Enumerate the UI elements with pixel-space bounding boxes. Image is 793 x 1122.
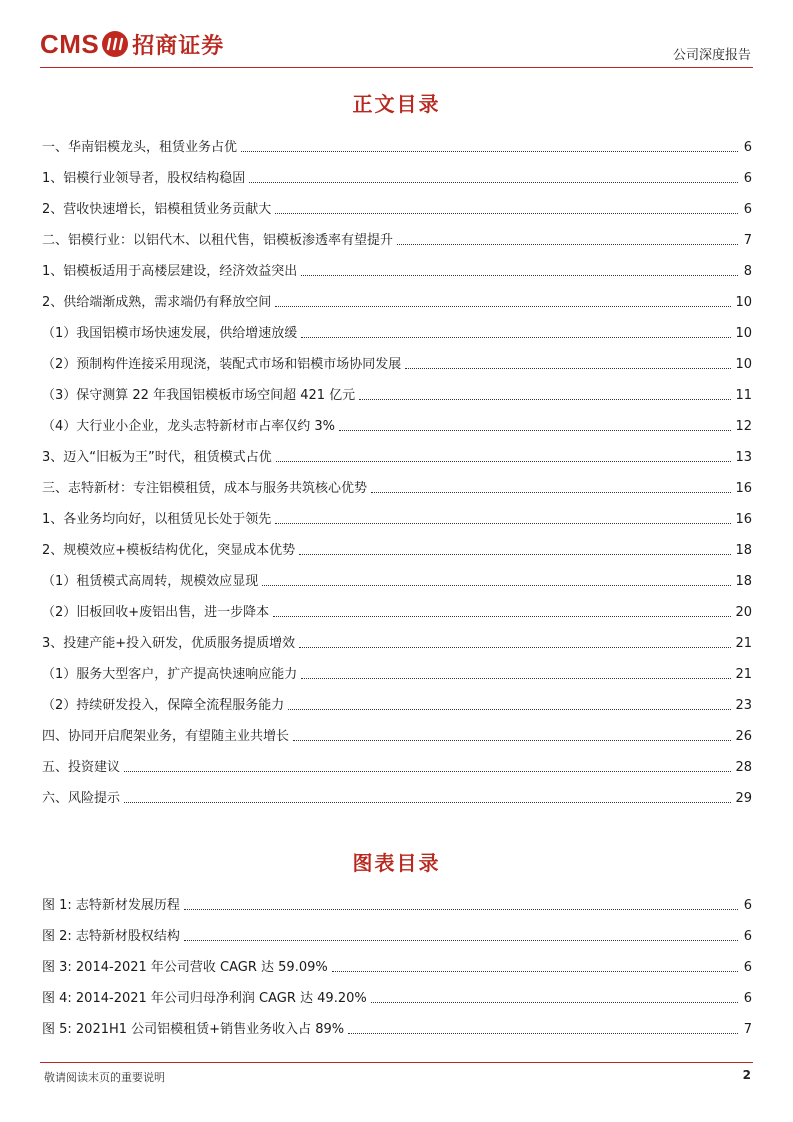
toc-entry-title[interactable]: 图 1: 志特新材发展历程 [42,898,180,913]
toc-main-list [42,127,752,809]
toc-entry-page[interactable]: 26 [735,729,752,744]
toc-entry-title[interactable]: 图 5: 2021H1 公司铝模租赁+销售业务收入占 89% [42,1022,345,1037]
toc-leader-dots [301,275,738,276]
toc-leader-dots [405,368,731,369]
page-number: 2 [742,1068,751,1082]
toc-entry-title[interactable]: 四、协同开启爬架业务，有望随主业共增长 [42,729,290,744]
toc-leader-dots [299,647,731,648]
toc-entry-page[interactable]: 6 [743,140,752,155]
toc-leader-dots [301,678,731,679]
toc-entry-title[interactable]: 3、迈入“旧板为王”时代，租赁模式占优 [42,450,272,465]
toc-leader-dots [184,909,738,910]
toc-leader-dots [301,337,731,338]
toc-main-title: 正文目录 [352,92,441,116]
toc-entry[interactable] [42,251,752,282]
toc-entry[interactable] [42,406,752,437]
toc-entry[interactable] [42,344,752,375]
toc-entry-title[interactable]: 1、各业务均向好，以租赁见长处于领先 [42,512,272,527]
toc-entry-page[interactable]: 6 [743,898,752,913]
figure-entry[interactable] [42,947,752,978]
toc-leader-dots [293,740,731,741]
figure-entry[interactable] [42,916,752,947]
toc-leader-dots [249,182,738,183]
toc-figures-list [42,885,752,1040]
toc-entry-title[interactable]: 三、志特新材：专注铝模租赁，成本与服务共筑核心优势 [42,481,368,496]
toc-leader-dots [275,523,731,524]
toc-entry-title[interactable]: 图 2: 志特新材股权结构 [42,929,180,944]
toc-entry-title[interactable]: （2）持续研发投入，保障全流程服务能力 [42,698,285,713]
toc-entry-page[interactable]: 16 [735,481,752,496]
toc-figures-title: 图表目录 [352,851,441,875]
toc-entry-page[interactable]: 6 [743,929,752,944]
toc-entry[interactable] [42,499,752,530]
toc-leader-dots [275,306,731,307]
toc-entry[interactable] [42,685,752,716]
toc-entry-page[interactable]: 6 [743,202,752,217]
toc-entry-title[interactable]: （1）租赁模式高周转，规模效应显现 [42,574,259,589]
toc-entry[interactable] [42,313,752,344]
toc-entry-page[interactable]: 18 [735,574,752,589]
page-header [0,0,793,70]
toc-leader-dots [359,399,731,400]
toc-entry[interactable] [42,127,752,158]
toc-leader-dots [262,585,731,586]
toc-leader-dots [273,616,731,617]
toc-entry[interactable] [42,716,752,747]
header-divider [40,67,753,68]
figure-entry[interactable] [42,978,752,1009]
toc-entry-title[interactable]: （2）旧板回收+废铝出售，进一步降本 [42,605,270,620]
toc-entry-title[interactable]: （4）大行业小企业，龙头志特新材市占率仅约 3% [42,419,336,434]
toc-entry-page[interactable]: 6 [743,960,752,975]
toc-entry-title[interactable]: （2）预制构件连接采用现浇，装配式市场和铝模市场协同发展 [42,357,402,372]
cms-logo [40,26,224,62]
toc-leader-dots [184,940,738,941]
toc-entry-page[interactable]: 29 [735,791,752,806]
toc-leader-dots [288,709,731,710]
toc-entry-title[interactable]: 图 4: 2014-2021 年公司归母净利润 CAGR 达 49.20% [42,991,367,1006]
toc-entry-page[interactable]: 21 [735,667,752,682]
toc-entry-title[interactable]: 2、营收快速增长，铝模租赁业务贡献大 [42,202,272,217]
footer-disclaimer-note: 敬请阅读末页的重要说明 [44,1071,165,1084]
toc-entry[interactable] [42,220,752,251]
toc-entry[interactable] [42,189,752,220]
toc-entry-page[interactable]: 12 [735,419,752,434]
toc-leader-dots [348,1033,738,1034]
toc-entry[interactable] [42,561,752,592]
logo-chinese-text: 招商证券 [132,32,225,59]
toc-leader-dots [371,492,731,493]
toc-entry-title[interactable]: 2、规模效应+模板结构优化，突显成本优势 [42,543,296,558]
toc-entry-page[interactable]: 13 [735,450,752,465]
toc-leader-dots [371,1002,738,1003]
toc-entry[interactable] [42,468,752,499]
toc-leader-dots [299,554,731,555]
toc-entry-title[interactable]: （3）保守测算 22 年我国铝模板市场空间超 421 亿元 [42,388,356,403]
toc-entry-title[interactable]: 2、供给端渐成熟，需求端仍有释放空间 [42,295,272,310]
toc-entry-page[interactable]: 10 [735,326,752,341]
toc-entry-page[interactable]: 6 [743,171,752,186]
figure-entry[interactable] [42,885,752,916]
toc-entry-title[interactable]: 1、铝模行业领导者，股权结构稳固 [42,171,246,186]
toc-entry-title[interactable]: 3、投建产能+投入研发，优质服务提质增效 [42,636,296,651]
toc-entry-page[interactable]: 7 [743,1022,752,1037]
toc-leader-dots [339,430,731,431]
toc-entry[interactable] [42,778,752,809]
toc-entry-page[interactable]: 10 [735,295,752,310]
toc-entry[interactable] [42,437,752,468]
toc-leader-dots [241,151,738,152]
toc-entry[interactable] [42,623,752,654]
toc-entry-title[interactable]: 图 3: 2014-2021 年公司营收 CAGR 达 59.09% [42,960,328,975]
toc-entry-page[interactable]: 11 [735,388,752,403]
toc-entry-page[interactable]: 18 [735,543,752,558]
toc-entry-title[interactable]: 五、投资建议 [42,760,121,775]
toc-leader-dots [332,971,738,972]
toc-entry-title[interactable]: （1）服务大型客户，扩产提高快速响应能力 [42,667,298,682]
toc-entry-title[interactable]: （1）我国铝模市场快速发展，供给增速放缓 [42,326,298,341]
toc-entry-title[interactable]: 六、风险提示 [42,791,121,806]
toc-entry[interactable] [42,530,752,561]
toc-entry-page[interactable]: 28 [735,760,752,775]
toc-entry-page[interactable]: 21 [735,636,752,651]
toc-leader-dots [124,802,731,803]
toc-entry[interactable] [42,158,752,189]
toc-entry-page[interactable]: 7 [743,233,752,248]
document-type-label: 公司深度报告 [672,48,751,63]
logo-latin-text: CMS [40,28,100,59]
figure-entry[interactable] [42,1009,752,1040]
toc-entry-page[interactable]: 6 [743,991,752,1006]
logo-badge-icon [102,31,128,57]
footer-divider [40,1062,753,1063]
toc-leader-dots [275,213,738,214]
toc-entry-title[interactable]: 1、铝模板适用于高楼层建设，经济效益突出 [42,264,298,279]
toc-entry-page[interactable]: 23 [735,698,752,713]
toc-leader-dots [397,244,738,245]
toc-entry[interactable] [42,654,752,685]
toc-entry-page[interactable]: 20 [735,605,752,620]
toc-entry-title[interactable]: 二、铝模行业：以铝代木、以租代售，铝模板渗透率有望提升 [42,233,394,248]
toc-leader-dots [124,771,731,772]
toc-entry-page[interactable]: 10 [735,357,752,372]
toc-entry[interactable] [42,747,752,778]
toc-entry[interactable] [42,375,752,406]
toc-leader-dots [276,461,732,462]
toc-entry-page[interactable]: 16 [735,512,752,527]
toc-entry-page[interactable]: 8 [743,264,752,279]
toc-entry[interactable] [42,592,752,623]
toc-entry-title[interactable]: 一、华南铝模龙头，租赁业务占优 [42,140,238,155]
toc-entry[interactable] [42,282,752,313]
